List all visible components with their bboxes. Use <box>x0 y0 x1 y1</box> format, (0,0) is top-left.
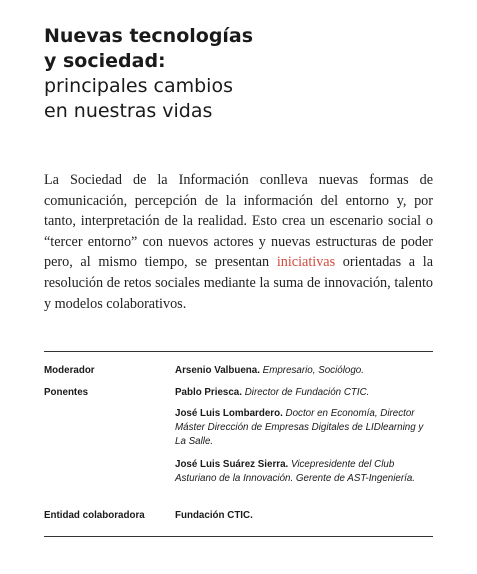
subtitle-line-1: principales cambios <box>44 75 233 97</box>
speaker-entry <box>175 407 433 449</box>
speaker-role: Director de Fundación CTIC. <box>241 387 370 398</box>
partner-label: Entidad colaboradora <box>44 510 145 521</box>
bottom-divider <box>44 536 433 537</box>
intro-highlight: iniciativas <box>276 254 336 271</box>
speaker-name: Pablo Priesca. <box>175 387 242 398</box>
speaker-entry <box>175 386 433 400</box>
moderator-name: Arsenio Valbuena. <box>175 365 260 376</box>
speaker-name: José Luis Lombardero. <box>175 408 283 419</box>
speaker-row <box>44 458 433 500</box>
page-title <box>44 24 444 124</box>
partner-name: Fundación CTIC. <box>175 510 253 521</box>
moderator-label: Moderador <box>44 365 95 376</box>
speaker-entry <box>175 458 433 486</box>
speaker-name: José Luis Suárez Sierra. <box>175 459 289 470</box>
intro-paragraph <box>44 170 433 314</box>
moderator-value <box>175 364 433 378</box>
partner-row <box>44 509 433 523</box>
intro-text-end: orientadas a la resolución de retos sociales mediante la suma de innovación, talento y modelos colaborativos. <box>44 254 433 312</box>
partner-value <box>175 509 433 523</box>
moderator-role: Empresario, Sociólogo. <box>259 365 364 376</box>
title-line-1: Nuevas tecnologías <box>44 25 254 47</box>
title-line-2: y sociedad: <box>44 50 166 72</box>
top-divider <box>44 351 433 352</box>
speaker-row <box>44 407 433 449</box>
subtitle-line-2: en nuestras vidas <box>44 100 213 122</box>
intro-text-start: La Sociedad de la Información conlleva nuevas formas de comunicación, percepción de la información del entorno y, por tanto, interpretación de la realidad. Esto crea un escenario social o “tercer entorno” con nuevos actores y nuevas estructuras de poder pero, al mismo tiempo, se presentan <box>44 172 433 271</box>
speaker-role: Vicepresidente del Club Asturiano de la Innovación. Gerente de AST-Ingeniería. <box>175 459 415 484</box>
moderator-row <box>44 364 433 378</box>
speaker-role: Doctor en Economía, Director Máster Dirección de Empresas Digitales de LIDlearning y La Salle. <box>175 408 424 447</box>
speakers-label: Ponentes <box>44 387 89 398</box>
speaker-row <box>44 386 433 400</box>
